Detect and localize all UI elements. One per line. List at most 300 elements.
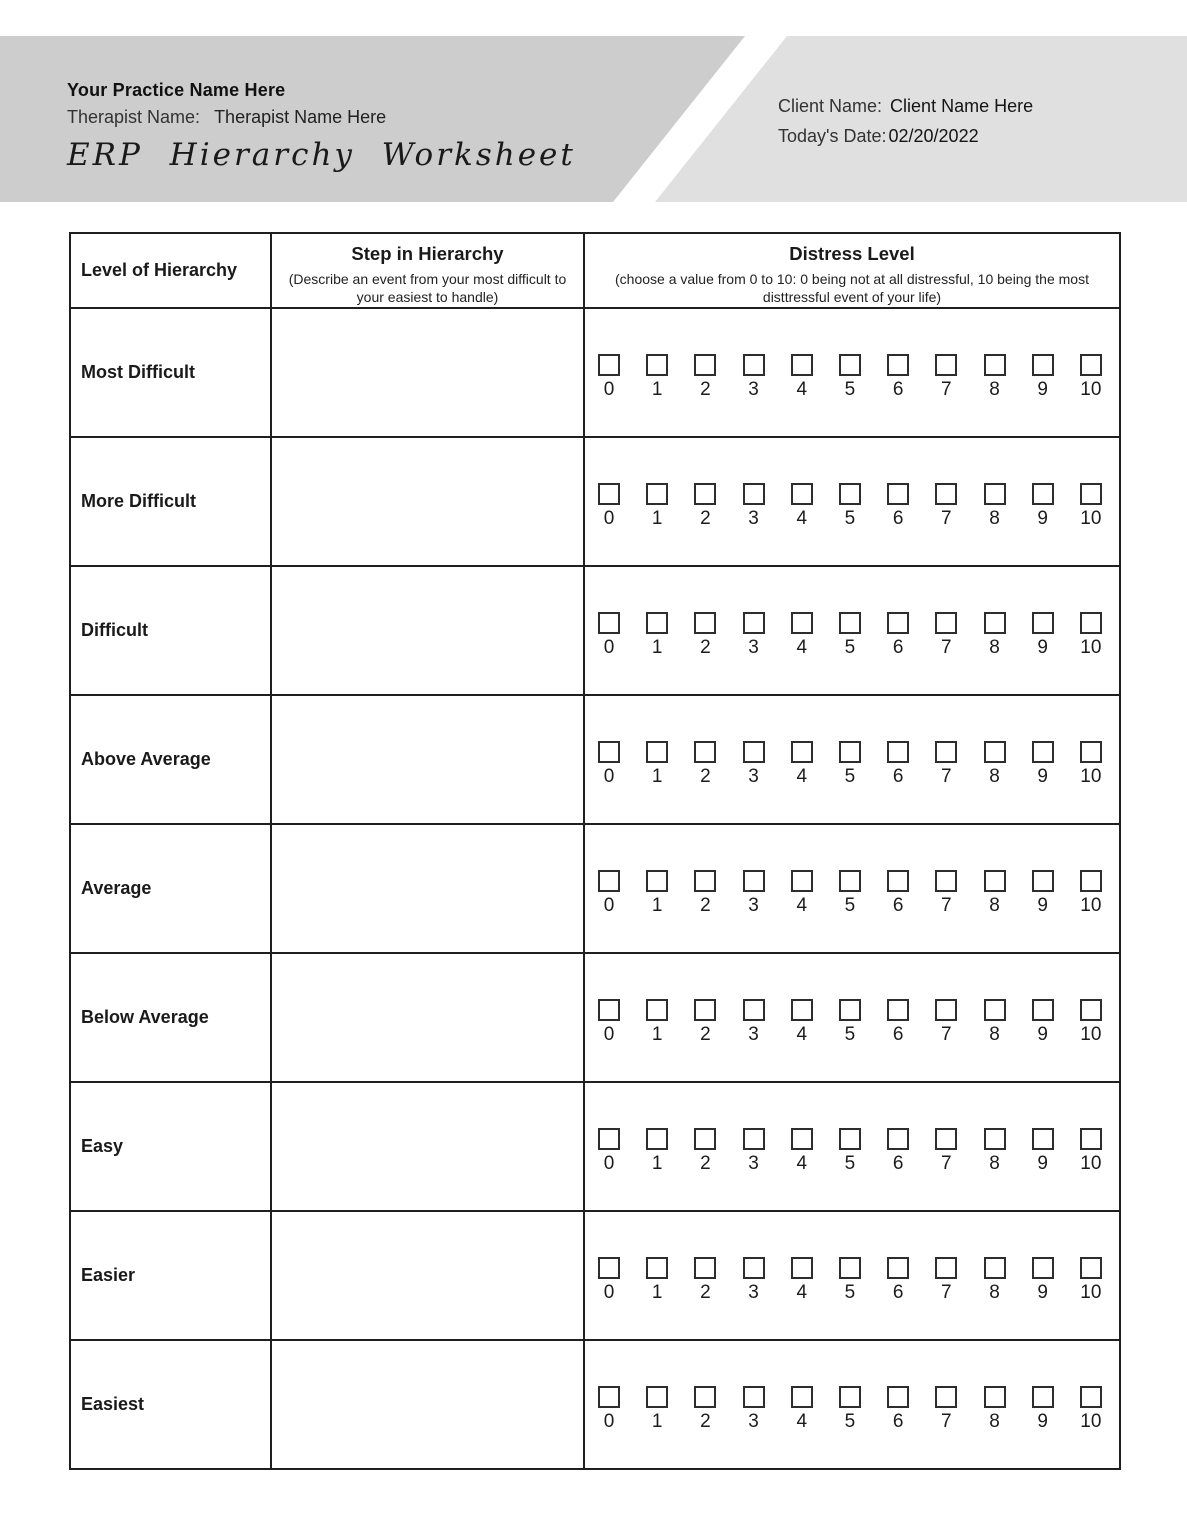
scale-unit	[597, 741, 621, 788]
distress-checkbox[interactable]	[694, 870, 716, 892]
distress-checkbox[interactable]	[1032, 1128, 1054, 1150]
distress-checkbox[interactable]	[887, 999, 909, 1021]
scale-unit	[886, 870, 910, 917]
scale-number: 3	[748, 1411, 759, 1432]
scale-number: 1	[651, 1024, 663, 1045]
row-label: Easier	[70, 1211, 271, 1340]
distress-checkbox[interactable]	[1080, 1128, 1102, 1150]
header-band	[0, 36, 1187, 202]
scale-unit	[1031, 741, 1055, 788]
distress-checkbox[interactable]	[743, 483, 765, 505]
step-description-cell[interactable]	[271, 1082, 584, 1211]
distress-checkbox[interactable]	[887, 1257, 909, 1279]
distress-checkbox[interactable]	[743, 1128, 765, 1150]
scale-number: 6	[892, 1411, 904, 1432]
distress-checkbox[interactable]	[1080, 612, 1102, 634]
distress-checkbox[interactable]	[598, 741, 620, 763]
distress-checkbox[interactable]	[935, 999, 957, 1021]
distress-checkbox[interactable]	[646, 1257, 668, 1279]
distress-checkbox[interactable]	[839, 612, 861, 634]
distress-checkbox[interactable]	[694, 1128, 716, 1150]
distress-scale-cell	[584, 308, 1120, 437]
scale-unit	[983, 483, 1007, 530]
scale-unit	[934, 999, 958, 1046]
scale-unit	[597, 999, 621, 1046]
scale-number: 4	[796, 1024, 808, 1045]
row-label: Difficult	[70, 566, 271, 695]
scale-unit	[742, 612, 766, 659]
scale-number: 7	[941, 379, 952, 400]
scale-unit	[838, 1257, 862, 1304]
scale-number: 2	[700, 379, 711, 400]
scale-number: 6	[892, 1153, 904, 1174]
scale-number: 10	[1080, 766, 1102, 787]
scale-number: 9	[1037, 895, 1048, 916]
distress-checkbox[interactable]	[1032, 999, 1054, 1021]
col-distress-header: Distress Level	[789, 243, 915, 264]
hierarchy-row	[70, 566, 1120, 695]
scale-number: 1	[651, 1153, 663, 1174]
scale-number: 2	[700, 1024, 711, 1045]
scale-unit	[597, 354, 621, 401]
distress-checkbox[interactable]	[646, 612, 668, 634]
scale-unit	[1031, 354, 1055, 401]
scale-number: 3	[748, 1153, 759, 1174]
scale-unit	[1079, 1128, 1103, 1175]
step-description-cell[interactable]	[271, 824, 584, 953]
distress-checkbox[interactable]	[984, 483, 1006, 505]
scale-unit	[597, 870, 621, 917]
scale-unit	[742, 741, 766, 788]
scale-unit	[645, 1257, 669, 1304]
scale-unit	[1079, 1386, 1103, 1433]
scale-number: 0	[603, 637, 615, 658]
scale-unit	[597, 612, 621, 659]
distress-scale	[585, 1386, 1119, 1433]
scale-unit	[983, 870, 1007, 917]
scale-unit	[742, 483, 766, 530]
scale-unit	[742, 1257, 766, 1304]
distress-checkbox[interactable]	[1032, 1257, 1054, 1279]
distress-scale-cell	[584, 695, 1120, 824]
distress-checkbox[interactable]	[646, 483, 668, 505]
date-label: Today's Date:	[778, 126, 887, 146]
scale-number: 5	[844, 1153, 856, 1174]
hierarchy-row	[70, 1082, 1120, 1211]
step-description-cell[interactable]	[271, 566, 584, 695]
scale-number: 8	[989, 766, 1000, 787]
distress-scale	[585, 483, 1119, 530]
distress-checkbox[interactable]	[839, 1128, 861, 1150]
scale-number: 7	[941, 1024, 952, 1045]
scale-number: 10	[1080, 508, 1102, 529]
scale-number: 8	[989, 379, 1000, 400]
scale-unit	[742, 999, 766, 1046]
distress-checkbox[interactable]	[694, 612, 716, 634]
scale-number: 9	[1037, 1153, 1048, 1174]
scale-number: 5	[844, 379, 856, 400]
col-level-header: Level of Hierarchy	[70, 233, 271, 308]
scale-unit	[645, 1386, 669, 1433]
distress-checkbox[interactable]	[839, 483, 861, 505]
scale-unit	[790, 741, 814, 788]
distress-checkbox[interactable]	[694, 354, 716, 376]
col-distress-header-cell	[584, 233, 1120, 308]
scale-number: 1	[651, 637, 663, 658]
scale-number: 1	[651, 1282, 663, 1303]
distress-checkbox[interactable]	[839, 354, 861, 376]
scale-number: 2	[700, 1282, 711, 1303]
client-name-label: Client Name:	[778, 96, 883, 116]
scale-number: 10	[1080, 1024, 1102, 1045]
therapist-name-value: Therapist Name Here	[214, 107, 387, 127]
scale-unit	[838, 741, 862, 788]
distress-checkbox[interactable]	[646, 1128, 668, 1150]
scale-unit	[1031, 483, 1055, 530]
table-header-row	[70, 233, 1120, 308]
scale-unit	[790, 1257, 814, 1304]
distress-checkbox[interactable]	[984, 354, 1006, 376]
scale-unit	[838, 612, 862, 659]
scale-number: 2	[700, 637, 711, 658]
scale-unit	[645, 1128, 669, 1175]
scale-number: 7	[941, 1282, 952, 1303]
practice-name: Your Practice Name Here	[67, 80, 286, 100]
distress-scale	[585, 1257, 1119, 1304]
scale-number: 5	[844, 1411, 856, 1432]
distress-checkbox[interactable]	[839, 1386, 861, 1408]
scale-unit	[983, 741, 1007, 788]
scale-unit	[1031, 870, 1055, 917]
distress-checkbox[interactable]	[1032, 870, 1054, 892]
row-label: Below Average	[70, 953, 271, 1082]
distress-scale	[585, 870, 1119, 917]
distress-scale-cell	[584, 437, 1120, 566]
step-description-cell[interactable]	[271, 437, 584, 566]
distress-checkbox[interactable]	[646, 999, 668, 1021]
distress-checkbox[interactable]	[935, 483, 957, 505]
distress-checkbox[interactable]	[839, 999, 861, 1021]
scale-unit	[934, 612, 958, 659]
distress-checkbox[interactable]	[935, 870, 957, 892]
scale-unit	[790, 483, 814, 530]
distress-checkbox[interactable]	[791, 483, 813, 505]
scale-number: 10	[1080, 637, 1102, 658]
scale-unit	[790, 870, 814, 917]
scale-number: 0	[603, 379, 615, 400]
distress-checkbox[interactable]	[646, 870, 668, 892]
scale-number: 3	[748, 379, 759, 400]
scale-unit	[742, 354, 766, 401]
scale-number: 7	[941, 766, 952, 787]
distress-checkbox[interactable]	[887, 741, 909, 763]
scale-number: 6	[892, 637, 904, 658]
scale-number: 9	[1037, 766, 1048, 787]
scale-unit	[597, 1386, 621, 1433]
distress-checkbox[interactable]	[791, 870, 813, 892]
scale-unit	[934, 1386, 958, 1433]
scale-unit	[934, 354, 958, 401]
scale-unit	[790, 1128, 814, 1175]
date-value: 02/20/2022	[888, 126, 979, 146]
scale-number: 4	[796, 508, 808, 529]
scale-number: 4	[796, 895, 808, 916]
distress-checkbox[interactable]	[743, 1386, 765, 1408]
distress-checkbox[interactable]	[791, 1386, 813, 1408]
distress-scale-cell	[584, 1082, 1120, 1211]
hierarchy-row	[70, 437, 1120, 566]
step-description-cell[interactable]	[271, 1340, 584, 1469]
step-description-cell[interactable]	[271, 695, 584, 824]
distress-checkbox[interactable]	[646, 741, 668, 763]
distress-checkbox[interactable]	[935, 1257, 957, 1279]
scale-number: 9	[1037, 379, 1048, 400]
distress-checkbox[interactable]	[887, 1128, 909, 1150]
distress-checkbox[interactable]	[694, 1257, 716, 1279]
scale-number: 6	[892, 1024, 904, 1045]
scale-number: 5	[844, 895, 856, 916]
scale-unit	[934, 483, 958, 530]
scale-unit	[983, 612, 1007, 659]
scale-number: 0	[603, 1153, 615, 1174]
scale-unit	[1031, 1128, 1055, 1175]
distress-checkbox[interactable]	[791, 999, 813, 1021]
distress-checkbox[interactable]	[743, 612, 765, 634]
distress-checkbox[interactable]	[935, 612, 957, 634]
step-description-cell[interactable]	[271, 953, 584, 1082]
client-info-block	[778, 96, 1033, 156]
distress-checkbox[interactable]	[1080, 741, 1102, 763]
scale-number: 8	[989, 1024, 1000, 1045]
distress-checkbox[interactable]	[839, 741, 861, 763]
col-distress-subheader: (choose a value from 0 to 10: 0 being not at all distressful, 10 being the most disttressful event of your life)	[615, 271, 1089, 305]
distress-checkbox[interactable]	[1080, 870, 1102, 892]
scale-unit	[886, 483, 910, 530]
distress-checkbox[interactable]	[887, 1386, 909, 1408]
distress-checkbox[interactable]	[935, 1386, 957, 1408]
scale-number: 7	[941, 895, 952, 916]
scale-number: 10	[1080, 1411, 1102, 1432]
distress-checkbox[interactable]	[984, 999, 1006, 1021]
scale-unit	[645, 483, 669, 530]
scale-number: 0	[603, 895, 615, 916]
scale-unit	[1031, 999, 1055, 1046]
distress-checkbox[interactable]	[984, 1128, 1006, 1150]
scale-number: 7	[941, 1153, 952, 1174]
scale-number: 2	[700, 508, 711, 529]
scale-unit	[838, 483, 862, 530]
distress-checkbox[interactable]	[791, 741, 813, 763]
scale-number: 6	[892, 379, 904, 400]
scale-unit	[838, 354, 862, 401]
distress-checkbox[interactable]	[887, 612, 909, 634]
scale-unit	[934, 870, 958, 917]
distress-checkbox[interactable]	[791, 1257, 813, 1279]
distress-checkbox[interactable]	[887, 483, 909, 505]
scale-number: 0	[603, 1024, 615, 1045]
scale-unit	[597, 483, 621, 530]
col-step-subheader: (Describe an event from your most difficult to your easiest to handle)	[288, 271, 567, 305]
row-label: More Difficult	[70, 437, 271, 566]
scale-number: 9	[1037, 1024, 1048, 1045]
distress-checkbox[interactable]	[839, 870, 861, 892]
client-name-value: Client Name Here	[890, 96, 1034, 116]
scale-number: 0	[603, 1411, 615, 1432]
distress-checkbox[interactable]	[598, 999, 620, 1021]
scale-unit	[983, 354, 1007, 401]
scale-number: 7	[941, 637, 952, 658]
hierarchy-row	[70, 953, 1120, 1082]
distress-scale	[585, 354, 1119, 401]
scale-number: 4	[796, 1411, 808, 1432]
distress-checkbox[interactable]	[984, 1386, 1006, 1408]
distress-checkbox[interactable]	[743, 999, 765, 1021]
distress-checkbox[interactable]	[646, 354, 668, 376]
scale-unit	[838, 1386, 862, 1433]
scale-unit	[597, 1257, 621, 1304]
distress-checkbox[interactable]	[839, 1257, 861, 1279]
worksheet-title: ERP Hierarchy Worksheet	[67, 137, 576, 173]
row-label: Easy	[70, 1082, 271, 1211]
distress-checkbox[interactable]	[791, 612, 813, 634]
scale-unit	[1031, 612, 1055, 659]
distress-checkbox[interactable]	[1080, 354, 1102, 376]
distress-checkbox[interactable]	[598, 1386, 620, 1408]
scale-unit	[886, 741, 910, 788]
scale-number: 8	[989, 1153, 1000, 1174]
distress-scale-cell	[584, 1340, 1120, 1469]
distress-checkbox[interactable]	[1080, 1386, 1102, 1408]
distress-checkbox[interactable]	[1080, 1257, 1102, 1279]
distress-checkbox[interactable]	[743, 741, 765, 763]
distress-checkbox[interactable]	[694, 741, 716, 763]
distress-checkbox[interactable]	[598, 1128, 620, 1150]
distress-scale	[585, 612, 1119, 659]
scale-number: 4	[796, 1153, 808, 1174]
distress-checkbox[interactable]	[1080, 999, 1102, 1021]
scale-unit	[693, 612, 717, 659]
scale-unit	[886, 1128, 910, 1175]
scale-unit	[693, 1386, 717, 1433]
distress-checkbox[interactable]	[1032, 1386, 1054, 1408]
distress-checkbox[interactable]	[887, 870, 909, 892]
practice-info-block	[67, 80, 576, 173]
scale-number: 1	[651, 1411, 663, 1432]
distress-checkbox[interactable]	[743, 870, 765, 892]
scale-number: 4	[796, 379, 808, 400]
distress-checkbox[interactable]	[984, 612, 1006, 634]
scale-unit	[742, 1386, 766, 1433]
distress-checkbox[interactable]	[743, 354, 765, 376]
distress-scale	[585, 741, 1119, 788]
scale-number: 8	[989, 1411, 1000, 1432]
distress-checkbox[interactable]	[598, 354, 620, 376]
scale-number: 1	[651, 895, 663, 916]
distress-checkbox[interactable]	[935, 354, 957, 376]
scale-unit	[742, 870, 766, 917]
distress-checkbox[interactable]	[791, 1128, 813, 1150]
scale-unit	[645, 870, 669, 917]
scale-unit	[645, 354, 669, 401]
scale-number: 1	[651, 766, 663, 787]
distress-checkbox[interactable]	[694, 999, 716, 1021]
distress-checkbox[interactable]	[984, 741, 1006, 763]
step-description-cell[interactable]	[271, 308, 584, 437]
distress-checkbox[interactable]	[694, 483, 716, 505]
distress-checkbox[interactable]	[887, 354, 909, 376]
step-description-cell[interactable]	[271, 1211, 584, 1340]
scale-number: 10	[1080, 895, 1102, 916]
scale-number: 4	[796, 637, 808, 658]
scale-unit	[983, 999, 1007, 1046]
scale-unit	[886, 1257, 910, 1304]
scale-number: 0	[603, 508, 615, 529]
scale-unit	[838, 999, 862, 1046]
scale-number: 2	[700, 1153, 711, 1174]
scale-number: 9	[1037, 637, 1048, 658]
scale-unit	[886, 612, 910, 659]
scale-number: 1	[651, 379, 663, 400]
hierarchy-row	[70, 308, 1120, 437]
scale-number: 5	[844, 1282, 856, 1303]
distress-checkbox[interactable]	[791, 354, 813, 376]
scale-number: 5	[844, 766, 856, 787]
scale-unit	[838, 1128, 862, 1175]
scale-number: 1	[651, 508, 663, 529]
scale-unit	[1079, 1257, 1103, 1304]
scale-unit	[934, 1128, 958, 1175]
distress-checkbox[interactable]	[935, 1128, 957, 1150]
distress-checkbox[interactable]	[598, 870, 620, 892]
row-label: Easiest	[70, 1340, 271, 1469]
scale-number: 6	[892, 1282, 904, 1303]
distress-checkbox[interactable]	[984, 870, 1006, 892]
distress-checkbox[interactable]	[935, 741, 957, 763]
hierarchy-row	[70, 695, 1120, 824]
scale-number: 5	[844, 508, 856, 529]
distress-checkbox[interactable]	[1032, 741, 1054, 763]
scale-number: 2	[700, 895, 711, 916]
distress-checkbox[interactable]	[1032, 354, 1054, 376]
distress-checkbox[interactable]	[694, 1386, 716, 1408]
scale-number: 3	[748, 1282, 759, 1303]
scale-unit	[934, 741, 958, 788]
hierarchy-row	[70, 824, 1120, 953]
distress-checkbox[interactable]	[984, 1257, 1006, 1279]
scale-unit	[886, 999, 910, 1046]
distress-checkbox[interactable]	[743, 1257, 765, 1279]
distress-checkbox[interactable]	[1032, 483, 1054, 505]
scale-unit	[790, 354, 814, 401]
distress-scale-cell	[584, 953, 1120, 1082]
scale-unit	[693, 1257, 717, 1304]
distress-checkbox[interactable]	[598, 612, 620, 634]
scale-unit	[983, 1386, 1007, 1433]
scale-number: 3	[748, 895, 759, 916]
distress-checkbox[interactable]	[598, 1257, 620, 1279]
scale-unit	[693, 1128, 717, 1175]
distress-checkbox[interactable]	[1032, 612, 1054, 634]
distress-checkbox[interactable]	[1080, 483, 1102, 505]
hierarchy-row	[70, 1340, 1120, 1469]
row-label: Above Average	[70, 695, 271, 824]
hierarchy-table	[69, 232, 1121, 1470]
distress-checkbox[interactable]	[598, 483, 620, 505]
scale-unit	[693, 483, 717, 530]
scale-unit	[693, 999, 717, 1046]
scale-number: 6	[892, 895, 904, 916]
distress-checkbox[interactable]	[646, 1386, 668, 1408]
